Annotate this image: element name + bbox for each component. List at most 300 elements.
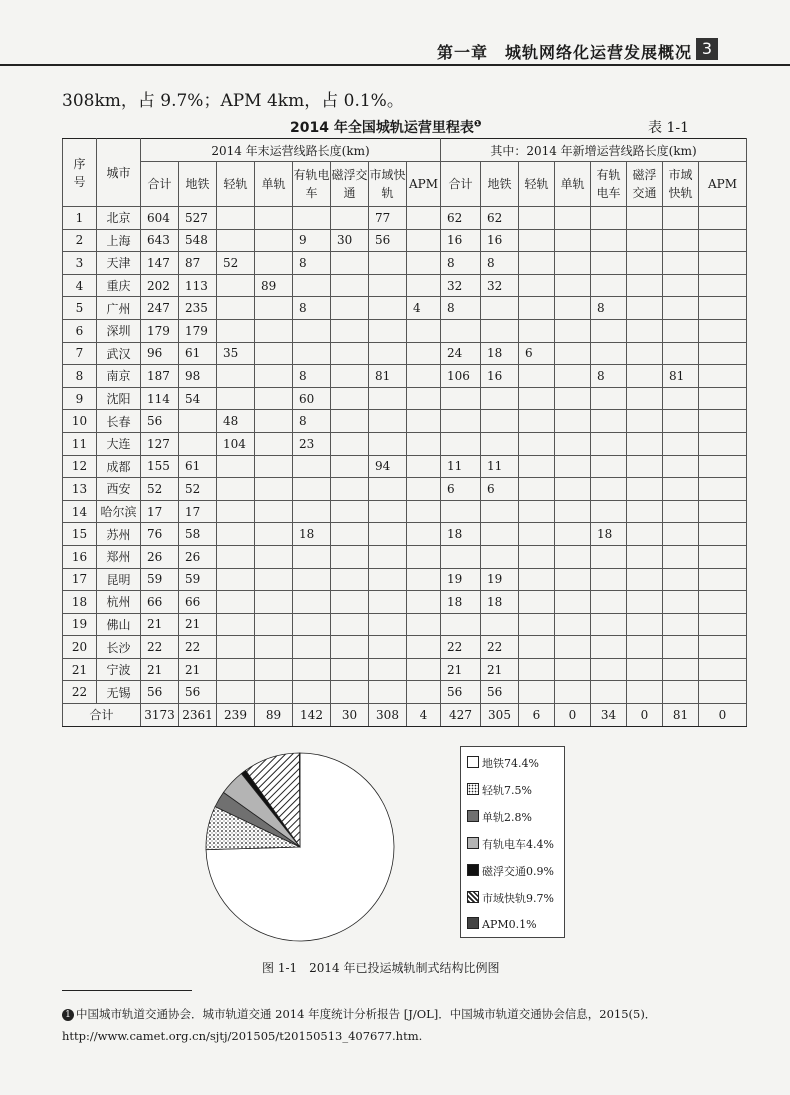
table-cell	[331, 432, 369, 455]
table-cell: 4	[407, 297, 441, 320]
table-cell: 32	[481, 274, 519, 297]
table-cell	[255, 591, 293, 614]
table-cell	[255, 207, 293, 230]
table-cell: 21	[141, 658, 179, 681]
col-header: 单轨	[555, 162, 591, 207]
table-cell: 18	[481, 342, 519, 365]
table-cell: 61	[179, 455, 217, 478]
table-cell	[331, 410, 369, 433]
table-cell	[663, 410, 699, 433]
table-cell	[179, 432, 217, 455]
table-cell	[591, 568, 627, 591]
table-row	[63, 613, 747, 636]
table-cell: 56	[441, 681, 481, 704]
pie-chart	[205, 742, 395, 952]
table-cell	[217, 591, 255, 614]
col-header: 磁浮交通	[331, 162, 369, 207]
table-cell	[591, 229, 627, 252]
row-seq: 1	[63, 207, 97, 230]
row-seq: 15	[63, 523, 97, 546]
table-cell	[481, 319, 519, 342]
table-cell	[591, 613, 627, 636]
table-cell: 54	[179, 387, 217, 410]
table-cell	[407, 681, 441, 704]
row-seq: 13	[63, 478, 97, 501]
table-cell	[519, 568, 555, 591]
table-cell	[255, 500, 293, 523]
table-cell	[591, 455, 627, 478]
table-cell	[481, 387, 519, 410]
table-cell	[555, 636, 591, 659]
legend-swatch	[467, 783, 479, 795]
row-city: 广州	[97, 297, 141, 320]
table-cell	[519, 319, 555, 342]
table-cell: 58	[179, 523, 217, 546]
row-seq: 3	[63, 252, 97, 275]
table-cell	[407, 432, 441, 455]
table-cell	[519, 681, 555, 704]
table-cell: 11	[481, 455, 519, 478]
table-cell	[407, 274, 441, 297]
table-cell	[663, 432, 699, 455]
table-cell	[699, 319, 747, 342]
row-seq: 8	[63, 365, 97, 388]
table-cell	[293, 613, 331, 636]
table-cell: 8	[591, 297, 627, 320]
table-cell: 52	[141, 478, 179, 501]
table-cell	[481, 297, 519, 320]
table-cell	[369, 636, 407, 659]
table-cell	[369, 500, 407, 523]
table-cell	[369, 681, 407, 704]
table-cell: 18	[293, 523, 331, 546]
table-cell	[591, 636, 627, 659]
table-cell	[217, 478, 255, 501]
total-cell: 81	[663, 704, 699, 727]
table-cell	[217, 455, 255, 478]
table-cell	[293, 658, 331, 681]
table-cell	[255, 432, 293, 455]
table-cell	[481, 545, 519, 568]
legend-label: 轻轨7.5%	[482, 784, 532, 797]
table-cell	[627, 545, 663, 568]
row-seq: 16	[63, 545, 97, 568]
table-cell: 643	[141, 229, 179, 252]
table-cell	[255, 658, 293, 681]
table-row	[63, 568, 747, 591]
row-city: 昆明	[97, 568, 141, 591]
table-cell	[555, 500, 591, 523]
table-cell	[217, 636, 255, 659]
row-city: 苏州	[97, 523, 141, 546]
table-cell	[331, 568, 369, 591]
total-cell: 2361	[179, 704, 217, 727]
row-city: 长春	[97, 410, 141, 433]
table-cell	[293, 478, 331, 501]
table-row	[63, 636, 747, 659]
table-cell	[481, 500, 519, 523]
table-cell	[627, 297, 663, 320]
table-cell	[369, 319, 407, 342]
table-cell: 56	[141, 410, 179, 433]
table-cell: 114	[141, 387, 179, 410]
table-cell	[481, 523, 519, 546]
table-cell	[331, 545, 369, 568]
table-cell	[555, 658, 591, 681]
table-cell	[369, 568, 407, 591]
table-cell	[255, 342, 293, 365]
table-cell	[663, 591, 699, 614]
legend-label: 地铁74.4%	[482, 757, 539, 770]
table-cell: 22	[141, 636, 179, 659]
table-cell	[555, 432, 591, 455]
table-cell	[331, 455, 369, 478]
table-cell	[699, 432, 747, 455]
table-cell	[627, 229, 663, 252]
table-cell: 59	[179, 568, 217, 591]
table-cell: 127	[141, 432, 179, 455]
row-seq: 19	[63, 613, 97, 636]
table-cell: 77	[369, 207, 407, 230]
table-cell	[591, 410, 627, 433]
table-cell	[217, 319, 255, 342]
table-cell	[407, 478, 441, 501]
table-cell	[663, 636, 699, 659]
table-cell	[369, 478, 407, 501]
table-cell: 202	[141, 274, 179, 297]
table-cell	[217, 500, 255, 523]
table-cell: 30	[331, 229, 369, 252]
table-cell	[369, 297, 407, 320]
legend-item	[467, 836, 554, 852]
table-cell: 21	[179, 613, 217, 636]
total-row	[63, 704, 747, 727]
col-header: 轻轨	[519, 162, 555, 207]
table-cell: 527	[179, 207, 217, 230]
table-cell	[699, 342, 747, 365]
table-cell	[255, 636, 293, 659]
row-seq: 14	[63, 500, 97, 523]
table-cell	[369, 591, 407, 614]
footnote-divider	[62, 990, 192, 991]
table-cell	[519, 591, 555, 614]
table-cell: 32	[441, 274, 481, 297]
table-cell	[663, 568, 699, 591]
total-label: 合计	[63, 704, 141, 727]
table-cell: 106	[441, 365, 481, 388]
table-cell	[407, 387, 441, 410]
table-cell	[369, 252, 407, 275]
row-seq: 10	[63, 410, 97, 433]
table-cell	[699, 681, 747, 704]
table-cell	[369, 274, 407, 297]
table-row	[63, 591, 747, 614]
total-cell: 89	[255, 704, 293, 727]
row-city: 北京	[97, 207, 141, 230]
table-cell: 23	[293, 432, 331, 455]
table-cell	[331, 342, 369, 365]
table-cell	[331, 523, 369, 546]
table-cell: 155	[141, 455, 179, 478]
table-row	[63, 297, 747, 320]
mileage-table	[62, 138, 747, 727]
total-cell: 34	[591, 704, 627, 727]
table-cell	[627, 613, 663, 636]
legend-swatch	[467, 917, 479, 929]
table-cell	[255, 568, 293, 591]
col-header: 地铁	[179, 162, 217, 207]
row-city: 无锡	[97, 681, 141, 704]
table-cell	[217, 229, 255, 252]
table-cell	[663, 387, 699, 410]
footnote-ref: ❶	[473, 119, 482, 130]
row-seq: 22	[63, 681, 97, 704]
table-cell	[217, 613, 255, 636]
table-cell	[407, 410, 441, 433]
row-seq: 5	[63, 297, 97, 320]
row-city: 南京	[97, 365, 141, 388]
table-cell: 21	[481, 658, 519, 681]
page-number: 3	[696, 38, 718, 60]
table-cell	[555, 274, 591, 297]
table-cell: 26	[141, 545, 179, 568]
table-cell: 59	[141, 568, 179, 591]
col-header: 市域快轨	[369, 162, 407, 207]
table-cell	[331, 500, 369, 523]
row-seq: 20	[63, 636, 97, 659]
table-cell	[627, 207, 663, 230]
table-cell: 6	[519, 342, 555, 365]
table-cell: 22	[481, 636, 519, 659]
footnote-text: 中国城市轨道交通协会．城市轨道交通 2014 年度统计分析报告 [J/OL]．中国城市轨道交通协会信息，2015(5)．	[76, 1007, 657, 1021]
row-city: 成都	[97, 455, 141, 478]
legend-label: 有轨电车4.4%	[482, 838, 554, 851]
table-cell: 35	[217, 342, 255, 365]
legend-label: 磁浮交通0.9%	[482, 865, 554, 878]
legend-item	[467, 782, 532, 798]
table-cell	[627, 274, 663, 297]
table-cell	[555, 319, 591, 342]
table-row	[63, 274, 747, 297]
table-cell: 62	[481, 207, 519, 230]
table-cell	[519, 387, 555, 410]
table-row	[63, 365, 747, 388]
legend-label: 市域快轨9.7%	[482, 892, 554, 905]
table-row	[63, 432, 747, 455]
table-cell	[407, 342, 441, 365]
row-city: 深圳	[97, 319, 141, 342]
table-cell	[699, 523, 747, 546]
table-cell	[519, 613, 555, 636]
table-cell	[255, 297, 293, 320]
table-cell	[331, 613, 369, 636]
table-cell	[591, 432, 627, 455]
table-cell	[441, 432, 481, 455]
table-cell	[555, 613, 591, 636]
table-cell	[407, 658, 441, 681]
table-cell	[591, 500, 627, 523]
table-cell	[699, 591, 747, 614]
table-cell	[699, 568, 747, 591]
table-cell	[555, 387, 591, 410]
legend-item	[467, 809, 532, 825]
table-cell	[519, 658, 555, 681]
table-cell	[331, 207, 369, 230]
table-cell	[255, 478, 293, 501]
row-city: 武汉	[97, 342, 141, 365]
table-cell	[591, 591, 627, 614]
legend-swatch	[467, 810, 479, 822]
table-cell	[369, 432, 407, 455]
table-cell	[407, 365, 441, 388]
legend-label: 单轨2.8%	[482, 811, 532, 824]
col-seq-header: 序号	[63, 139, 97, 207]
table-cell: 98	[179, 365, 217, 388]
table-cell	[441, 545, 481, 568]
table-cell: 66	[179, 591, 217, 614]
table-cell: 56	[481, 681, 519, 704]
table-cell: 76	[141, 523, 179, 546]
table-cell	[627, 410, 663, 433]
table-cell	[331, 274, 369, 297]
row-seq: 7	[63, 342, 97, 365]
table-cell	[407, 207, 441, 230]
table-cell: 60	[293, 387, 331, 410]
table-cell: 187	[141, 365, 179, 388]
table-cell	[591, 274, 627, 297]
col-header: 磁浮交通	[627, 162, 663, 207]
table-cell	[555, 455, 591, 478]
row-seq: 17	[63, 568, 97, 591]
table-cell	[369, 523, 407, 546]
col-header: 有轨电车	[591, 162, 627, 207]
table-cell: 89	[255, 274, 293, 297]
table-cell: 16	[481, 229, 519, 252]
table-cell	[519, 432, 555, 455]
table-cell	[217, 297, 255, 320]
table-cell	[407, 568, 441, 591]
table-cell: 113	[179, 274, 217, 297]
table-cell	[179, 410, 217, 433]
table-cell: 147	[141, 252, 179, 275]
table-cell	[663, 681, 699, 704]
table-cell	[217, 568, 255, 591]
table-cell	[407, 319, 441, 342]
col-header: APM	[699, 162, 747, 207]
table-cell: 21	[441, 658, 481, 681]
total-cell: 4	[407, 704, 441, 727]
table-cell	[255, 410, 293, 433]
table-cell	[331, 319, 369, 342]
table-cell	[627, 432, 663, 455]
table-cell: 52	[179, 478, 217, 501]
table-cell	[627, 681, 663, 704]
table-cell: 21	[141, 613, 179, 636]
row-city: 上海	[97, 229, 141, 252]
table-cell	[591, 387, 627, 410]
table-cell: 18	[591, 523, 627, 546]
row-seq: 6	[63, 319, 97, 342]
table-cell	[441, 319, 481, 342]
table-cell	[699, 613, 747, 636]
table-cell	[519, 229, 555, 252]
table-cell	[519, 478, 555, 501]
table-cell: 52	[217, 252, 255, 275]
table-cell	[331, 478, 369, 501]
table-cell	[519, 545, 555, 568]
table-cell: 104	[217, 432, 255, 455]
table-cell: 8	[293, 410, 331, 433]
table-cell	[519, 207, 555, 230]
table-cell	[293, 636, 331, 659]
table-cell	[591, 207, 627, 230]
table-cell: 17	[141, 500, 179, 523]
table-cell	[331, 681, 369, 704]
table-cell	[663, 523, 699, 546]
table-cell: 19	[441, 568, 481, 591]
total-cell: 3173	[141, 704, 179, 727]
table-cell	[627, 500, 663, 523]
total-cell: 142	[293, 704, 331, 727]
table-cell	[699, 545, 747, 568]
table-number: 表 1-1	[648, 120, 689, 136]
table-cell: 8	[441, 297, 481, 320]
table-cell	[441, 387, 481, 410]
table-cell	[255, 365, 293, 388]
total-cell: 0	[555, 704, 591, 727]
table-cell: 247	[141, 297, 179, 320]
table-cell	[481, 432, 519, 455]
row-city: 哈尔滨	[97, 500, 141, 523]
table-cell	[369, 342, 407, 365]
table-cell	[519, 365, 555, 388]
table-cell: 56	[369, 229, 407, 252]
table-cell: 8	[293, 365, 331, 388]
total-cell: 0	[699, 704, 747, 727]
table-cell	[293, 342, 331, 365]
table-cell	[369, 613, 407, 636]
table-cell	[555, 591, 591, 614]
row-city: 佛山	[97, 613, 141, 636]
table-cell: 22	[179, 636, 217, 659]
col-header: 合计	[141, 162, 179, 207]
col-header: 有轨电车	[293, 162, 331, 207]
table-cell	[331, 297, 369, 320]
table-row	[63, 545, 747, 568]
table-cell	[663, 500, 699, 523]
footnote	[62, 1003, 742, 1047]
table-cell: 62	[441, 207, 481, 230]
table-cell	[255, 681, 293, 704]
table-cell: 548	[179, 229, 217, 252]
legend-swatch	[467, 864, 479, 876]
table-cell	[627, 455, 663, 478]
row-city: 天津	[97, 252, 141, 275]
table-cell	[481, 410, 519, 433]
table-cell	[663, 274, 699, 297]
table-cell: 81	[663, 365, 699, 388]
table-cell	[441, 500, 481, 523]
table-cell	[407, 613, 441, 636]
table-cell	[663, 545, 699, 568]
table-cell	[699, 207, 747, 230]
total-cell: 30	[331, 704, 369, 727]
table-cell	[369, 387, 407, 410]
table-cell: 56	[141, 681, 179, 704]
col-header: 单轨	[255, 162, 293, 207]
table-cell	[255, 229, 293, 252]
table-row	[63, 229, 747, 252]
